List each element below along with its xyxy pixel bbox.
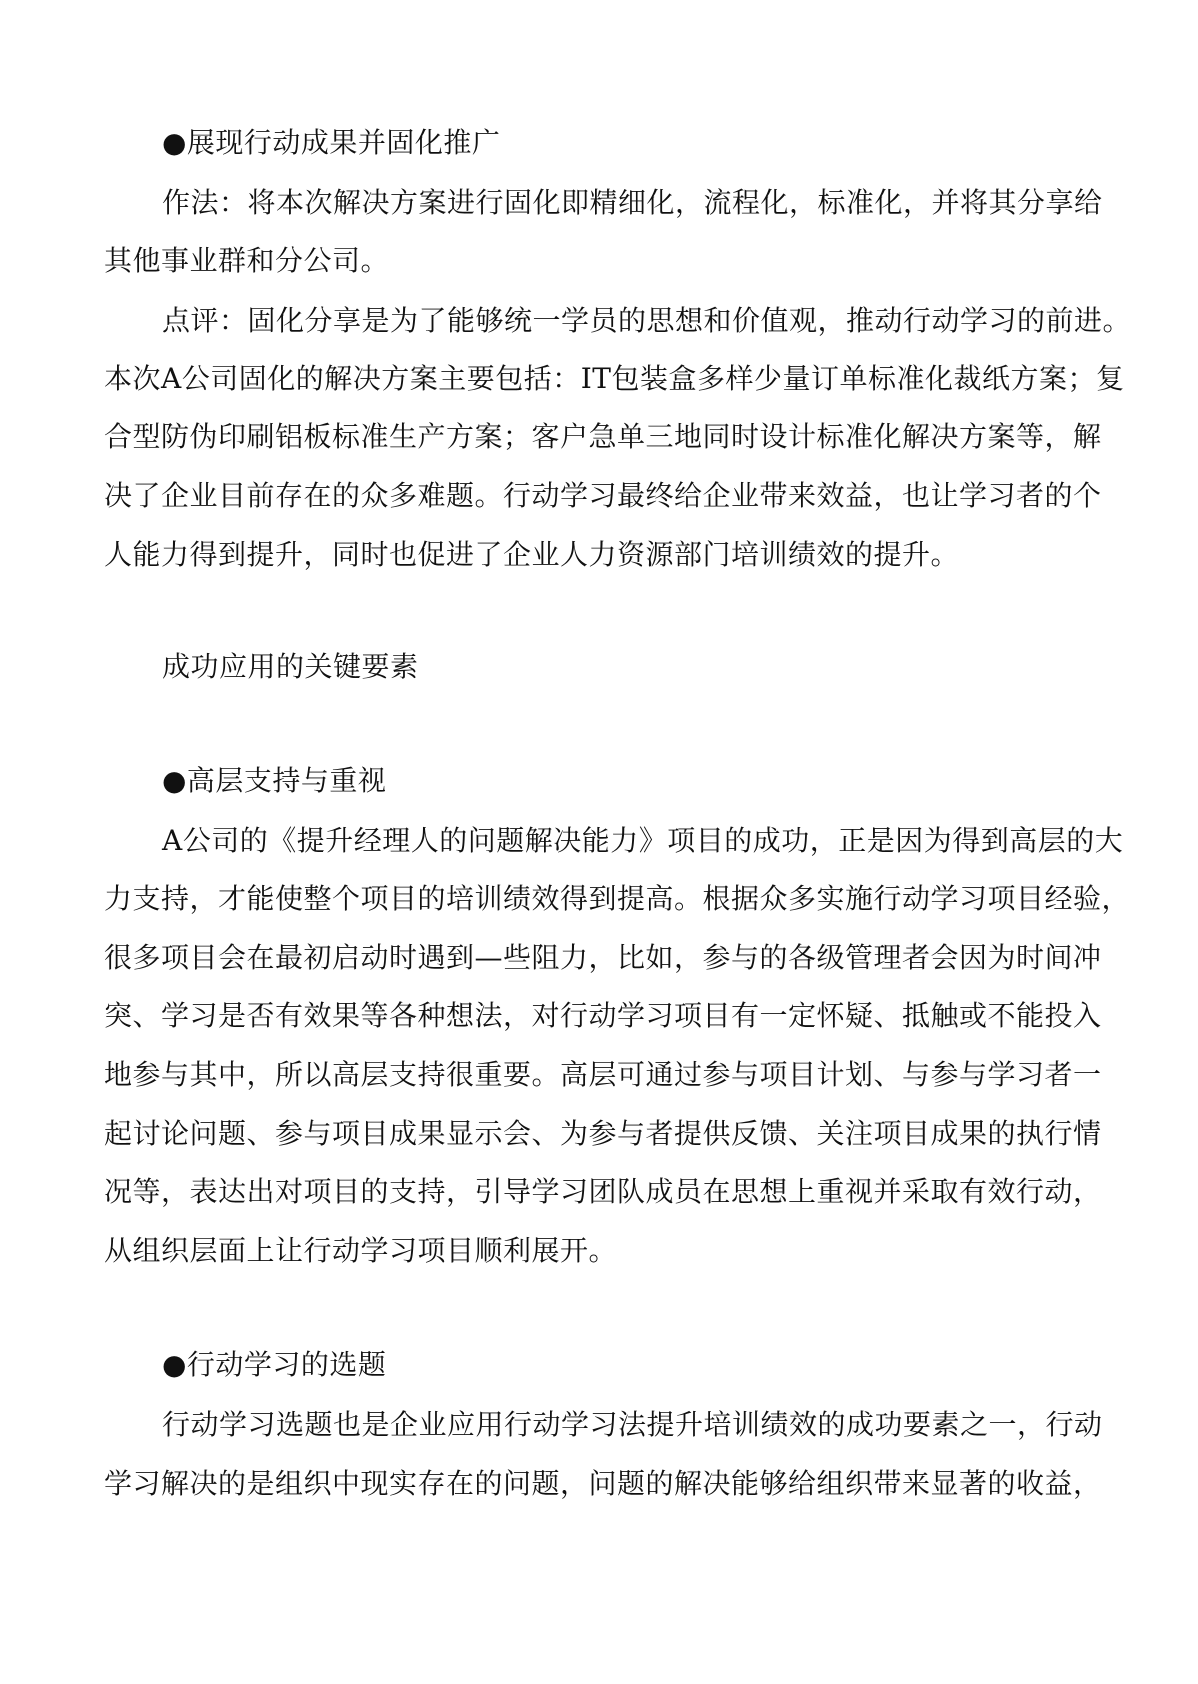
paragraph-support-line-7: 况等，表达出对项目的支持，引导学习团队成员在思想上重视并采取有效行动，	[104, 1175, 1102, 1208]
paragraph-comment-line-4: 决了企业目前存在的众多难题。行动学习最终给企业带来效益，也让学习者的个	[104, 479, 1102, 512]
paragraph-support-line-5: 地参与其中，所以高层支持很重要。高层可通过参与项目计划、与参与学习者一	[104, 1058, 1102, 1091]
paragraph-method-line-2: 其他事业群和分公司。	[104, 244, 390, 277]
paragraph-comment-line-5: 人能力得到提升，同时也促进了企业人力资源部门培训绩效的提升。	[104, 538, 960, 571]
paragraph-support-line-3: 很多项目会在最初启动时遇到—些阻力，比如，参与的各级管理者会因为时间冲	[104, 941, 1102, 974]
paragraph-support-line-6: 起讨论问题、参与项目成果显示会、为参与者提供反馈、关注项目成果的执行情	[104, 1117, 1102, 1150]
paragraph-topic-line-2: 学习解决的是组织中现实存在的问题，问题的解决能够给组织带来显著的收益，	[104, 1467, 1102, 1500]
paragraph-support-line-2: 力支持，才能使整个项目的培训绩效得到提高。根据众多实施行动学习项目经验，	[104, 882, 1131, 915]
paragraph-support-line-8: 从组织层面上让行动学习项目顺利展开。	[104, 1234, 618, 1267]
paragraph-comment-line-3: 合型防伪印刷铝板标准生产方案；客户急单三地同时设计标准化解决方案等，解	[104, 420, 1102, 453]
heading-topic-selection: ●行动学习的选题	[162, 1348, 387, 1381]
section-title-key-factors: 成功应用的关键要素	[162, 650, 419, 683]
paragraph-support-line-1: A公司的《提升经理人的问题解决能力》项目的成功，正是因为得到高层的大	[162, 824, 1124, 857]
paragraph-comment-line-1: 点评：固化分享是为了能够统一学员的思想和价值观，推动行动学习的前进。	[162, 304, 1132, 337]
heading-leadership-support: ●高层支持与重视	[162, 764, 387, 797]
heading-showcase-results: ●展现行动成果并固化推广	[162, 126, 501, 159]
paragraph-topic-line-1: 行动学习选题也是企业应用行动学习法提升培训绩效的成功要素之一，行动	[162, 1408, 1103, 1441]
paragraph-support-line-4: 突、学习是否有效果等各种想法，对行动学习项目有一定怀疑、抵触或不能投入	[104, 999, 1102, 1032]
paragraph-comment-line-2: 本次A公司固化的解决方案主要包括：IT包装盒多样少量订单标准化裁纸方案；复	[104, 362, 1125, 395]
paragraph-method-line-1: 作法：将本次解决方案进行固化即精细化，流程化，标准化，并将其分享给	[162, 186, 1103, 219]
